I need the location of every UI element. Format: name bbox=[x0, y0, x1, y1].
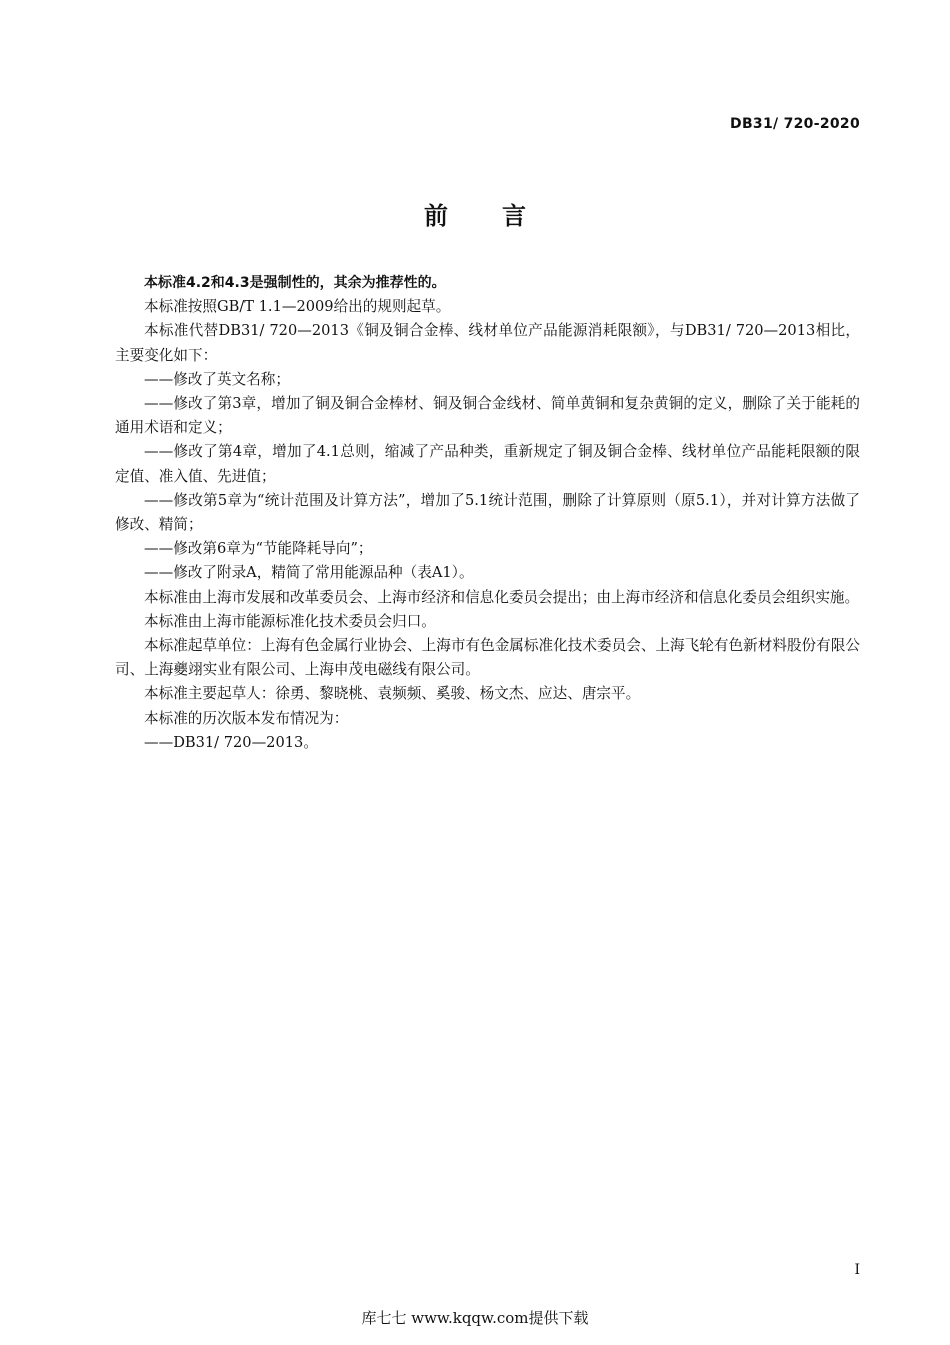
list-item-change-2: ——修改了第3章，增加了铜及铜合金棒材、铜及铜合金线材、简单黄铜和复杂黄铜的定义，删除了关于能耗的通用术语和定义； bbox=[115, 395, 860, 437]
paragraph-drafting-rules: 本标准按照GB/T 1.1—2009给出的规则起草。 bbox=[144, 298, 451, 316]
paragraph-drafting-units: 本标准起草单位：上海有色金属行业协会、上海市有色金属标准化技术委员会、上海飞轮有色新材料股份有限公司、上海夔翊实业有限公司、上海申茂电磁线有限公司。 bbox=[115, 637, 860, 679]
paragraph-administrator: 本标准由上海市能源标准化技术委员会归口。 bbox=[144, 612, 436, 630]
list-item-change-3: ——修改了第4章，增加了4.1总则，缩减了产品种类，重新规定了铜及铜合金棒、线材单位产品能耗限额的限定值、准入值、先进值； bbox=[115, 443, 860, 485]
page-number: I bbox=[854, 1262, 860, 1278]
foreword-body bbox=[115, 271, 860, 755]
paragraph-version-history: 本标准的历次版本发布情况为： bbox=[144, 709, 349, 727]
page-title-char-1: 前 bbox=[424, 202, 448, 230]
paragraph-proposer: 本标准由上海市发展和改革委员会、上海市经济和信息化委员会提出；由上海市经济和信息化委员会组织实施。 bbox=[144, 588, 860, 606]
paragraph-mandatory-clauses: 本标准4.2和4.3是强制性的，其余为推荐性的。 bbox=[144, 275, 446, 291]
list-item-change-1: ——修改了英文名称； bbox=[144, 370, 290, 388]
paragraph-drafters: 本标准主要起草人：徐勇、黎晓桃、袁频频、奚骏、杨文杰、应达、唐宗平。 bbox=[144, 685, 641, 703]
paragraph-replaces: 本标准代替DB31/ 720—2013《铜及铜合金棒、线材单位产品能源消耗限额》，与DB31/ 720—2013相比，主要变化如下： bbox=[115, 322, 860, 364]
list-item-change-5: ——修改第6章为“节能降耗导向”； bbox=[144, 540, 373, 558]
footer-watermark: 库七七 www.kqqw.com提供下载 bbox=[361, 1309, 589, 1327]
page-title bbox=[0, 196, 950, 231]
list-item-change-6: ——修改了附录A，精简了常用能源品种（表A1）。 bbox=[144, 564, 474, 582]
page-title-char-2: 言 bbox=[502, 202, 526, 230]
list-item-previous-version: ——DB31/ 720—2013。 bbox=[144, 733, 318, 751]
list-item-change-4: ——修改第5章为“统计范围及计算方法”，增加了5.1统计范围，删除了计算原则（原5.1），并对计算方法做了修改、精简； bbox=[115, 491, 860, 534]
document-code: DB31/ 720-2020 bbox=[730, 116, 860, 132]
